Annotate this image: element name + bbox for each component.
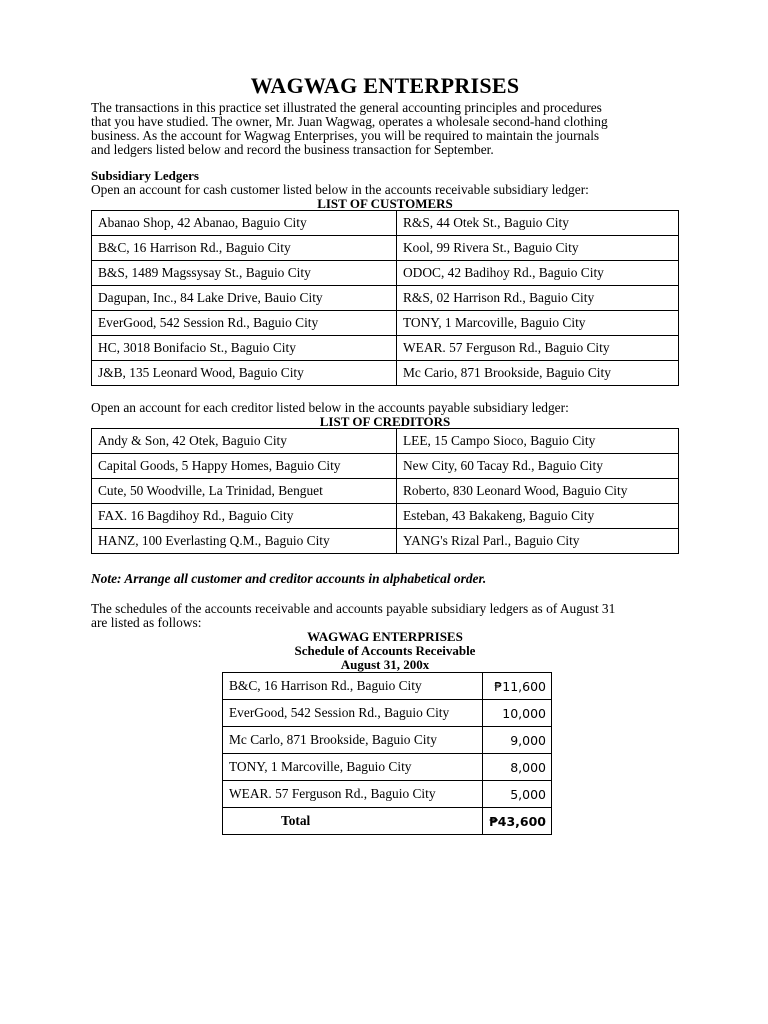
creditors-table-title: LIST OF CREDITORS <box>319 414 451 429</box>
customer-row <box>92 236 679 261</box>
creditor-row <box>92 429 679 454</box>
customer-row-cell: TONY, 1 Marcoville, Baguio City <box>397 311 679 336</box>
schedule-amount: 9,000 <box>482 727 551 754</box>
customer-row-cell: EverGood, 542 Session Rd., Baguio City <box>92 311 397 336</box>
intro-line: business. As the account for Wagwag Enterprises, you will be required to maintain the journals <box>91 128 600 143</box>
creditor-row <box>92 529 679 554</box>
schedule-total-label: Total <box>223 808 483 835</box>
customers-intro-text: Open an account for cash customer listed below in the accounts receivable subsidiary ledger: <box>91 182 589 197</box>
creditor-row-cell: New City, 60 Tacay Rd., Baguio City <box>397 454 679 479</box>
schedule-amount: 8,000 <box>482 754 551 781</box>
schedule-date: August 31, 200x <box>340 657 430 672</box>
schedule-total-row <box>223 808 552 835</box>
customer-row-cell: Abanao Shop, 42 Abanao, Baguio City <box>92 211 397 236</box>
schedule-row <box>223 754 552 781</box>
subsidiary-ledgers-heading: Subsidiary Ledgers <box>91 168 199 183</box>
creditor-row <box>92 504 679 529</box>
schedule-amount: 5,000 <box>482 781 551 808</box>
customer-row-cell: R&S, 44 Otek St., Baguio City <box>397 211 679 236</box>
creditor-row-cell: Cute, 50 Woodville, La Trinidad, Benguet <box>92 479 397 504</box>
customer-row <box>92 311 679 336</box>
customer-row-cell: Kool, 99 Rivera St., Baguio City <box>397 236 679 261</box>
intro-line: and ledgers listed below and record the business transaction for September. <box>91 142 494 157</box>
creditor-row-cell: YANG's Rizal Parl., Baguio City <box>397 529 679 554</box>
customer-row-cell: J&B, 135 Leonard Wood, Baguio City <box>92 361 397 386</box>
creditor-row <box>92 479 679 504</box>
creditor-row-cell: Esteban, 43 Bakakeng, Baguio City <box>397 504 679 529</box>
customer-row-cell: B&C, 16 Harrison Rd., Baguio City <box>92 236 397 261</box>
schedule-intro-line: are listed as follows: <box>91 615 202 630</box>
schedule-intro <box>91 602 679 630</box>
schedule-account-name: WEAR. 57 Ferguson Rd., Baguio City <box>223 781 483 808</box>
schedule-total-value: ₱43,600 <box>482 808 551 835</box>
creditor-row-cell: Andy & Son, 42 Otek, Baguio City <box>92 429 397 454</box>
customer-row <box>92 211 679 236</box>
creditors-intro-text: Open an account for each creditor listed below in the accounts payable subsidiary ledger: <box>91 400 569 415</box>
schedule-row <box>223 673 552 700</box>
schedule-amount: ₱11,600 <box>482 673 551 700</box>
creditor-row <box>92 454 679 479</box>
schedule-table-wrapper <box>91 672 679 835</box>
accounts-receivable-schedule <box>222 672 552 835</box>
customer-row <box>92 336 679 361</box>
schedule-company-heading: WAGWAG ENTERPRISES <box>307 629 463 644</box>
schedule-row <box>223 781 552 808</box>
customer-row-cell: R&S, 02 Harrison Rd., Baguio City <box>397 286 679 311</box>
customer-row-cell: WEAR. 57 Ferguson Rd., Baguio City <box>397 336 679 361</box>
customer-row-cell: Dagupan, Inc., 84 Lake Drive, Bauio City <box>92 286 397 311</box>
customer-row <box>92 286 679 311</box>
schedule-row <box>223 727 552 754</box>
schedule-title: Schedule of Accounts Receivable <box>294 643 476 658</box>
document-page <box>91 72 679 835</box>
intro-line: The transactions in this practice set illustrated the general accounting principles and procedures <box>91 100 602 115</box>
schedule-account-name: EverGood, 542 Session Rd., Baguio City <box>223 700 483 727</box>
creditor-row-cell: Capital Goods, 5 Happy Homes, Baguio City <box>92 454 397 479</box>
schedule-account-name: TONY, 1 Marcoville, Baguio City <box>223 754 483 781</box>
customers-table <box>91 210 679 386</box>
schedule-intro-line: The schedules of the accounts receivable and accounts payable subsidiary ledgers as of August 31 <box>91 601 616 616</box>
alphabetical-note: Note: Arrange all customer and creditor accounts in alphabetical order. <box>91 571 487 586</box>
schedule-row <box>223 700 552 727</box>
customer-row-cell: ODOC, 42 Badihoy Rd., Baguio City <box>397 261 679 286</box>
customer-row-cell: Mc Cario, 871 Brookside, Baguio City <box>397 361 679 386</box>
creditors-table <box>91 428 679 554</box>
customers-intro <box>91 183 679 197</box>
customer-row <box>92 261 679 286</box>
schedule-account-name: B&C, 16 Harrison Rd., Baguio City <box>223 673 483 700</box>
intro-paragraph <box>91 101 679 157</box>
creditor-row-cell: Roberto, 830 Leonard Wood, Baguio City <box>397 479 679 504</box>
schedule-amount: 10,000 <box>482 700 551 727</box>
creditors-intro <box>91 401 679 415</box>
intro-line: that you have studied. The owner, Mr. Juan Wagwag, operates a wholesale second-hand clothing <box>91 114 608 129</box>
creditor-row-cell: HANZ, 100 Everlasting Q.M., Baguio City <box>92 529 397 554</box>
customer-row <box>92 361 679 386</box>
customers-table-title: LIST OF CUSTOMERS <box>317 196 453 211</box>
creditor-row-cell: LEE, 15 Campo Sioco, Baguio City <box>397 429 679 454</box>
customer-row-cell: B&S, 1489 Magssysay St., Baguio City <box>92 261 397 286</box>
customer-row-cell: HC, 3018 Bonifacio St., Baguio City <box>92 336 397 361</box>
document-title: WAGWAG ENTERPRISES <box>250 73 520 98</box>
creditor-row-cell: FAX. 16 Bagdihoy Rd., Baguio City <box>92 504 397 529</box>
schedule-account-name: Mc Carlo, 871 Brookside, Baguio City <box>223 727 483 754</box>
